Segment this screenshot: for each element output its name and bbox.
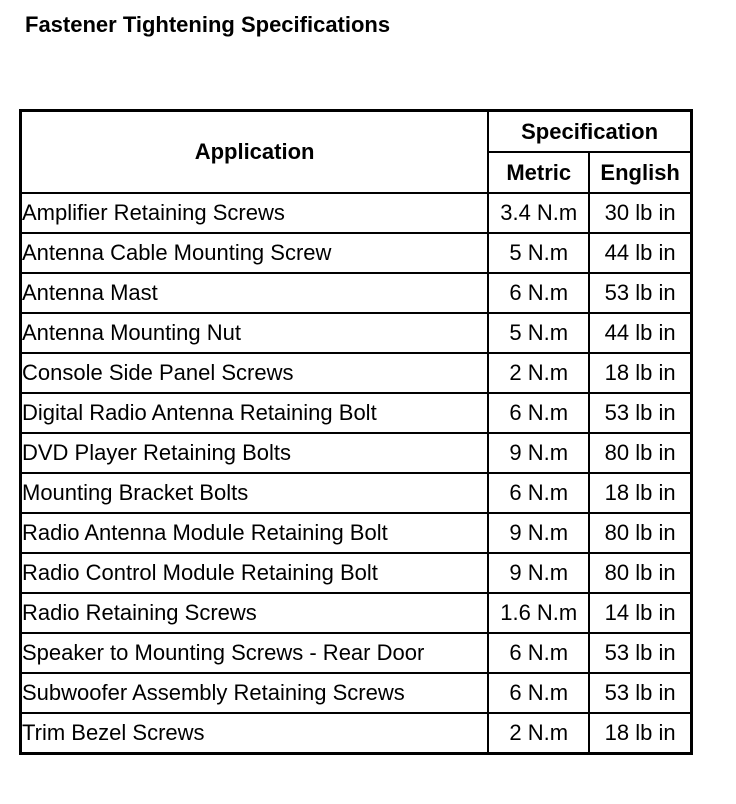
table-row (21, 193, 692, 233)
cell-application: Speaker to Mounting Screws - Rear Door (21, 633, 489, 673)
cell-application: Trim Bezel Screws (21, 713, 489, 754)
cell-application: Mounting Bracket Bolts (21, 473, 489, 513)
cell-metric: 9 N.m (488, 553, 589, 593)
column-header-english: English (589, 152, 691, 193)
cell-application: Amplifier Retaining Screws (21, 193, 489, 233)
cell-application: Subwoofer Assembly Retaining Screws (21, 673, 489, 713)
fastener-spec-table (19, 109, 693, 755)
cell-metric: 6 N.m (488, 273, 589, 313)
cell-metric: 2 N.m (488, 713, 589, 754)
table-header (21, 111, 692, 194)
cell-metric: 2 N.m (488, 353, 589, 393)
cell-application: Console Side Panel Screws (21, 353, 489, 393)
table-row (21, 513, 692, 553)
cell-metric: 1.6 N.m (488, 593, 589, 633)
table-row (21, 593, 692, 633)
column-header-application: Application (21, 111, 489, 194)
cell-english: 18 lb in (589, 473, 691, 513)
cell-english: 53 lb in (589, 633, 691, 673)
cell-metric: 9 N.m (488, 433, 589, 473)
cell-english: 53 lb in (589, 393, 691, 433)
cell-metric: 6 N.m (488, 473, 589, 513)
cell-application: Antenna Mast (21, 273, 489, 313)
table-row (21, 273, 692, 313)
cell-english: 14 lb in (589, 593, 691, 633)
table-body (21, 193, 692, 754)
cell-application: Radio Antenna Module Retaining Bolt (21, 513, 489, 553)
cell-english: 18 lb in (589, 353, 691, 393)
cell-application: DVD Player Retaining Bolts (21, 433, 489, 473)
cell-metric: 3.4 N.m (488, 193, 589, 233)
table-row (21, 713, 692, 754)
cell-application: Radio Retaining Screws (21, 593, 489, 633)
cell-application: Radio Control Module Retaining Bolt (21, 553, 489, 593)
column-header-specification: Specification (488, 111, 691, 153)
page-title: Fastener Tightening Specifications (25, 12, 391, 37)
column-header-metric: Metric (488, 152, 589, 193)
cell-metric: 6 N.m (488, 633, 589, 673)
cell-metric: 6 N.m (488, 393, 589, 433)
table-row (21, 353, 692, 393)
cell-metric: 6 N.m (488, 673, 589, 713)
cell-english: 53 lb in (589, 673, 691, 713)
table-row (21, 313, 692, 353)
table-row (21, 433, 692, 473)
table-row (21, 233, 692, 273)
cell-english: 53 lb in (589, 273, 691, 313)
cell-application: Digital Radio Antenna Retaining Bolt (21, 393, 489, 433)
cell-application: Antenna Cable Mounting Screw (21, 233, 489, 273)
table-row (21, 553, 692, 593)
table-row (21, 673, 692, 713)
cell-metric: 5 N.m (488, 233, 589, 273)
cell-english: 18 lb in (589, 713, 691, 754)
cell-english: 44 lb in (589, 313, 691, 353)
cell-english: 80 lb in (589, 553, 691, 593)
cell-english: 44 lb in (589, 233, 691, 273)
cell-metric: 5 N.m (488, 313, 589, 353)
table-row (21, 633, 692, 673)
cell-application: Antenna Mounting Nut (21, 313, 489, 353)
table-row (21, 473, 692, 513)
cell-english: 80 lb in (589, 433, 691, 473)
cell-english: 80 lb in (589, 513, 691, 553)
table-row (21, 393, 692, 433)
cell-english: 30 lb in (589, 193, 691, 233)
cell-metric: 9 N.m (488, 513, 589, 553)
